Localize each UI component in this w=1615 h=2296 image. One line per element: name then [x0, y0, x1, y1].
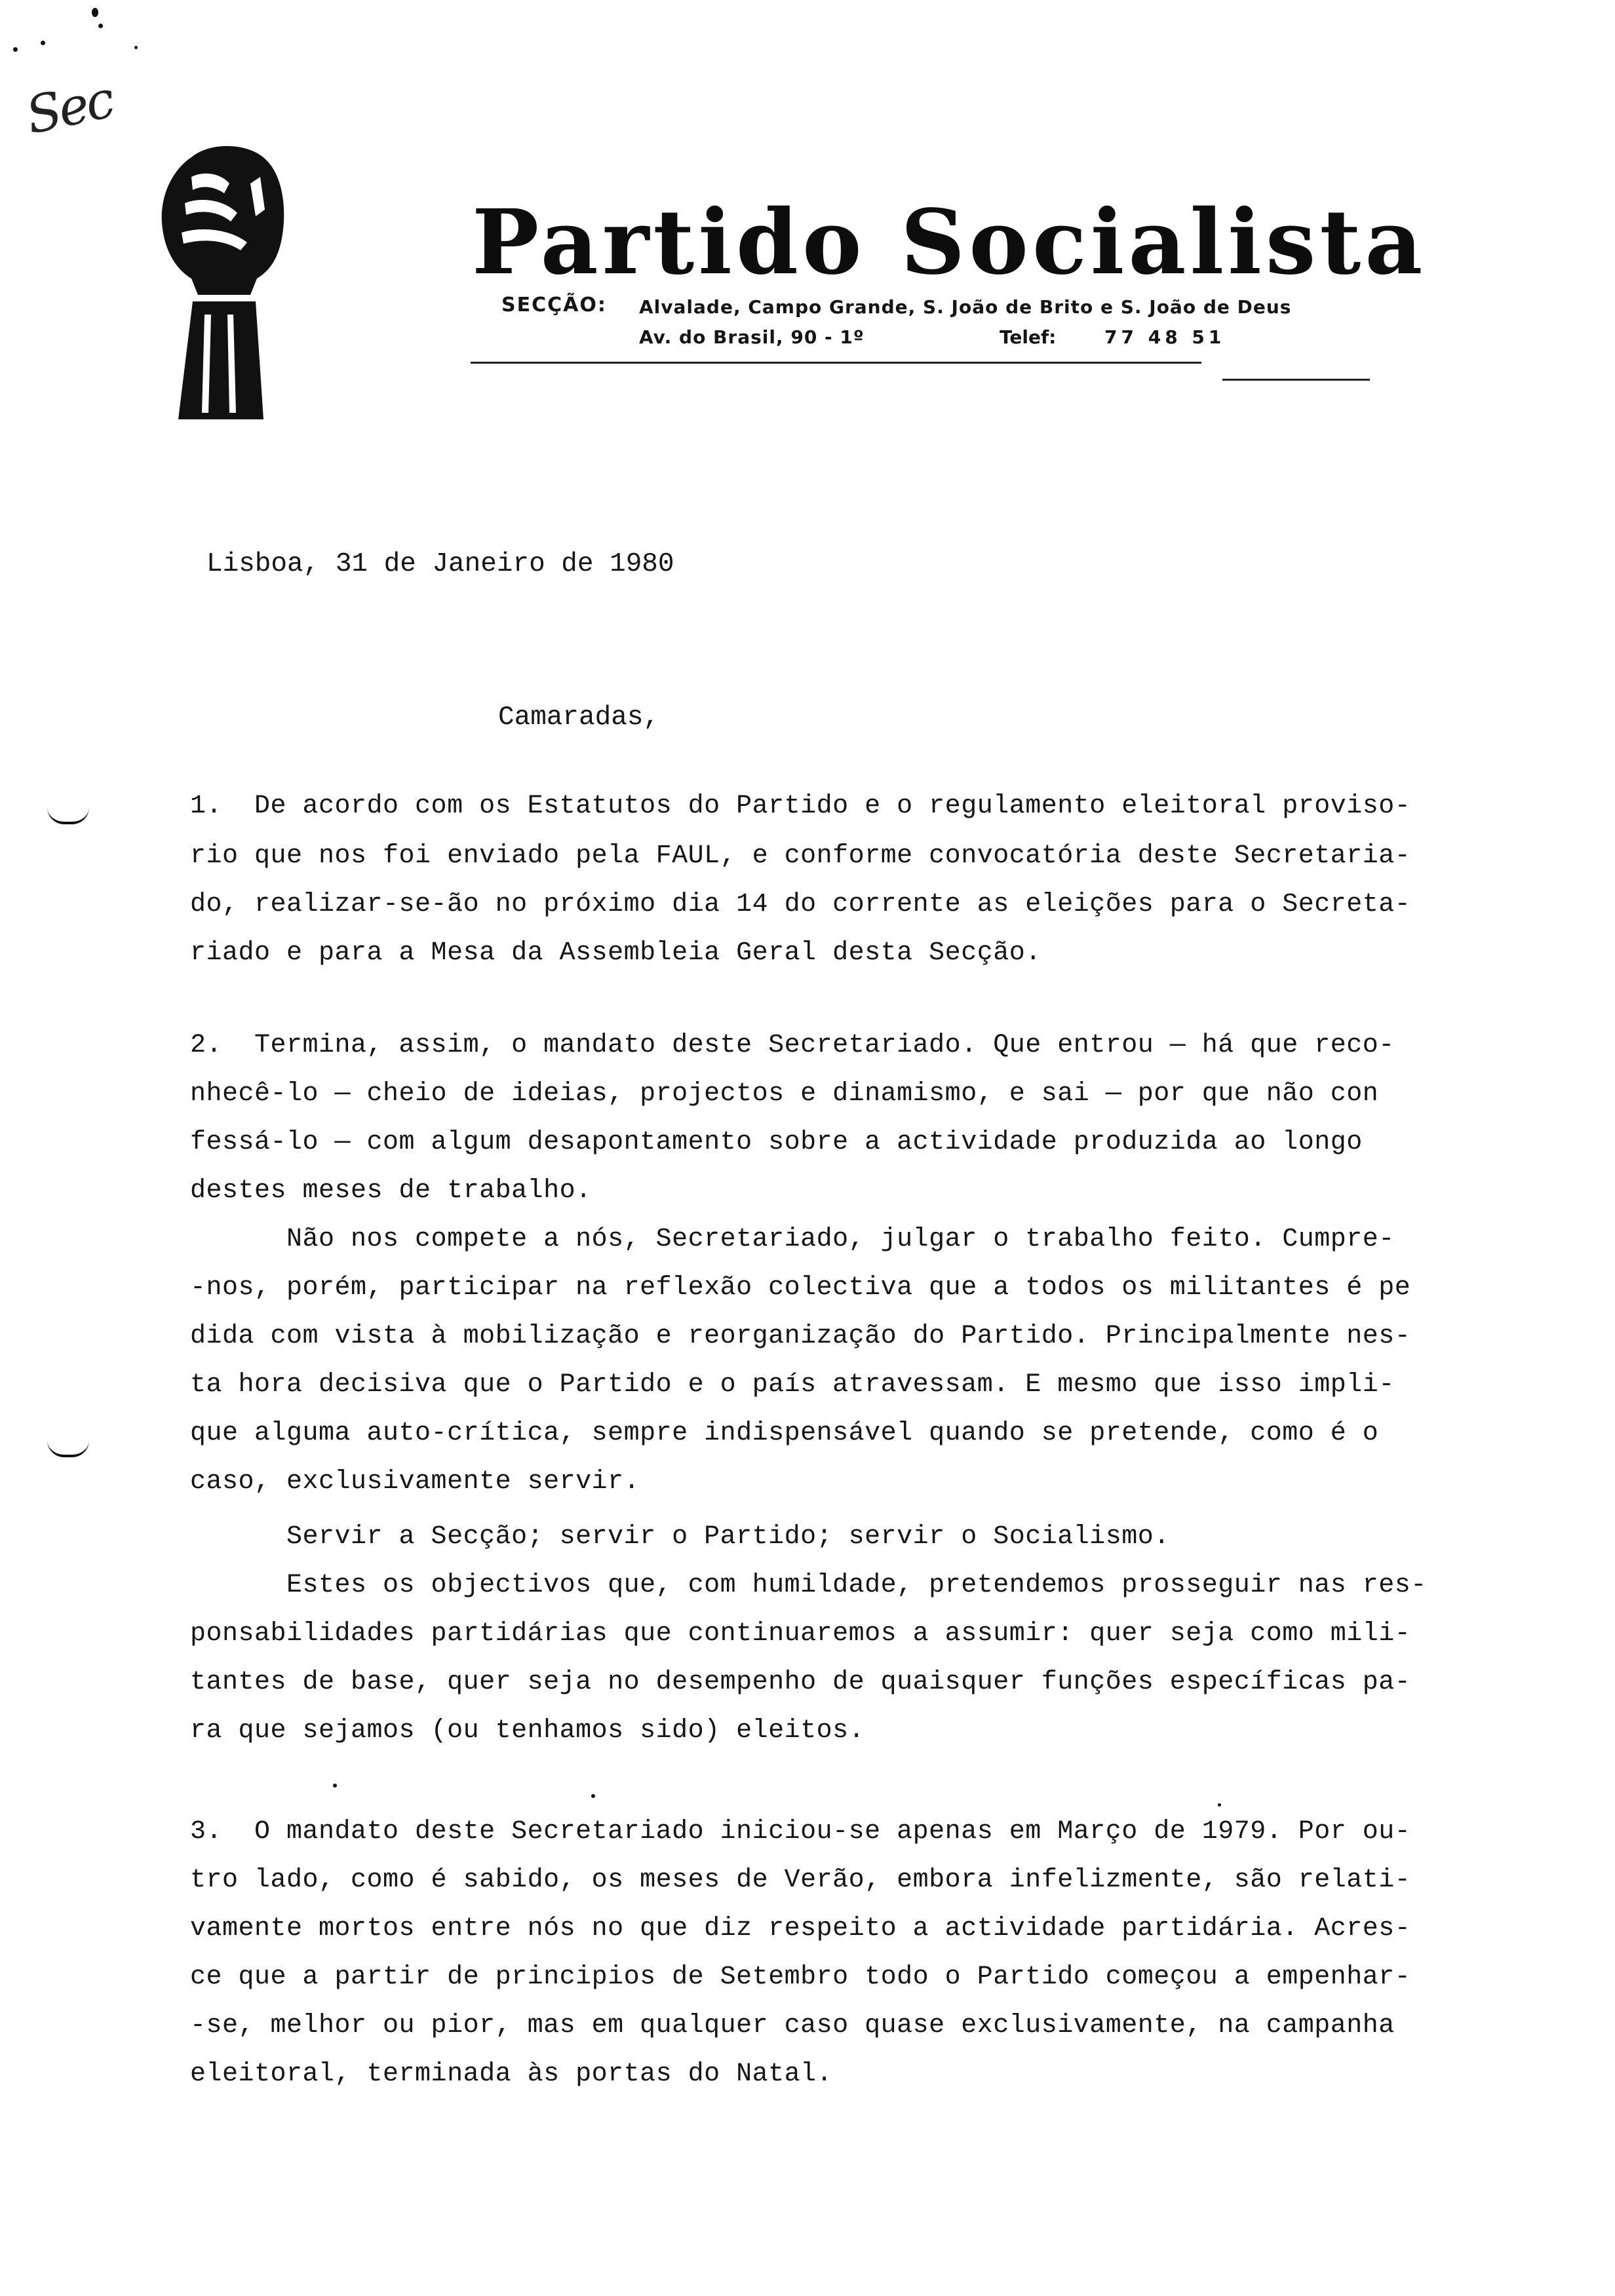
margin-check-mark: [47, 1440, 89, 1457]
body-line: 3. O mandato deste Secretariado iniciou-se apenas em Março de 1979. Por ou-: [190, 1817, 1411, 1846]
body-line: 1. De acordo com os Estatutos do Partido e o regulamento eleitoral proviso-: [190, 792, 1411, 821]
body-line: Não nos compete a nós, Secretariado, julgar o trabalho feito. Cumpre-: [190, 1225, 1395, 1254]
body-line: eleitoral, terminada às portas do Natal.: [190, 2059, 833, 2089]
body-line: 2. Termina, assim, o mandato deste Secretariado. Que entrou — há que reco-: [190, 1031, 1395, 1060]
body-line: caso, exclusivamente servir.: [190, 1467, 640, 1497]
ink-speck: [98, 24, 103, 28]
body-line: -se, melhor ou pior, mas em qualquer caso quase exclusivamente, na campanha: [190, 2011, 1395, 2040]
body-line: Estes os objectivos que, com humildade, pretendemos prosseguir nas res-: [190, 1571, 1427, 1600]
body-line: tantes de base, quer seja no desempenho de quaisquer funções específicas pa-: [190, 1668, 1411, 1697]
seccao-name: Alvalade, Campo Grande, S. João de Brito e S. João de Deus: [639, 296, 1292, 318]
body-line: que alguma auto-crítica, sempre indispensável quando se pretende, como é o: [190, 1419, 1379, 1448]
ink-speck: [134, 46, 138, 49]
body-line: tro lado, como é sabido, os meses de Verão, embora infelizmente, são relati-: [190, 1866, 1411, 1895]
ink-speck: [1218, 1803, 1221, 1807]
party-name-title: Partido Socialista: [472, 190, 1427, 295]
ink-speck: [13, 47, 18, 52]
ink-speck: [333, 1784, 337, 1788]
body-line: -nos, porém, participar na reflexão colectiva que a todos os militantes é pe: [190, 1273, 1411, 1303]
body-line: ponsabilidades partidárias que continuaremos a assumir: quer seja como mili-: [190, 1619, 1411, 1649]
body-line: vamente mortos entre nós no que diz respeito a actividade partidária. Acres-: [190, 1914, 1411, 1943]
handwritten-margin-note: Sec: [21, 70, 118, 146]
letterhead-rule: [471, 362, 1201, 364]
ink-speck: [591, 1794, 595, 1798]
body-line: dida com vista à mobilização e reorganização do Partido. Principalmente nes-: [190, 1322, 1411, 1351]
margin-check-mark: [47, 807, 89, 824]
ink-speck: [41, 41, 45, 45]
letter-date: Lisboa, 31 de Janeiro de 1980: [206, 549, 674, 579]
body-line: Servir a Secção; servir o Partido; servir o Socialismo.: [190, 1522, 1170, 1552]
phone-label: Telef:: [1000, 326, 1057, 348]
body-line: do, realizar-se-ão no próximo dia 14 do corrente as eleições para o Secreta-: [190, 890, 1411, 919]
body-line: rio que nos foi enviado pela FAUL, e conforme convocatória deste Secretaria-: [190, 841, 1411, 871]
body-line: ta hora decisiva que o Partido e o país atravessam. E mesmo que isso impli-: [190, 1370, 1395, 1400]
phone-number: 77 48 51: [1104, 326, 1226, 348]
body-line: riado e para a Mesa da Assembleia Geral desta Secção.: [190, 938, 1041, 968]
body-line: fessá-lo — com algum desapontamento sobre a actividade produzida ao longo: [190, 1128, 1363, 1157]
body-line: nhecê-lo — cheio de ideias, projectos e dinamismo, e sai — por que não con: [190, 1079, 1379, 1109]
letterhead-rule-short: [1222, 379, 1370, 381]
raised-fist-logo-icon: [152, 138, 296, 426]
seccao-address: Av. do Brasil, 90 - 1º: [639, 326, 865, 348]
body-line: ra que sejamos (ou tenhamos sido) eleitos.: [190, 1716, 865, 1746]
ink-speck: [92, 8, 98, 17]
seccao-label: SECÇÃO:: [501, 294, 607, 316]
body-line: ce que a partir de principios de Setembro todo o Partido começou a empenhar-: [190, 1962, 1411, 1992]
letter-greeting: Camaradas,: [498, 702, 660, 733]
body-line: destes meses de trabalho.: [190, 1176, 592, 1206]
